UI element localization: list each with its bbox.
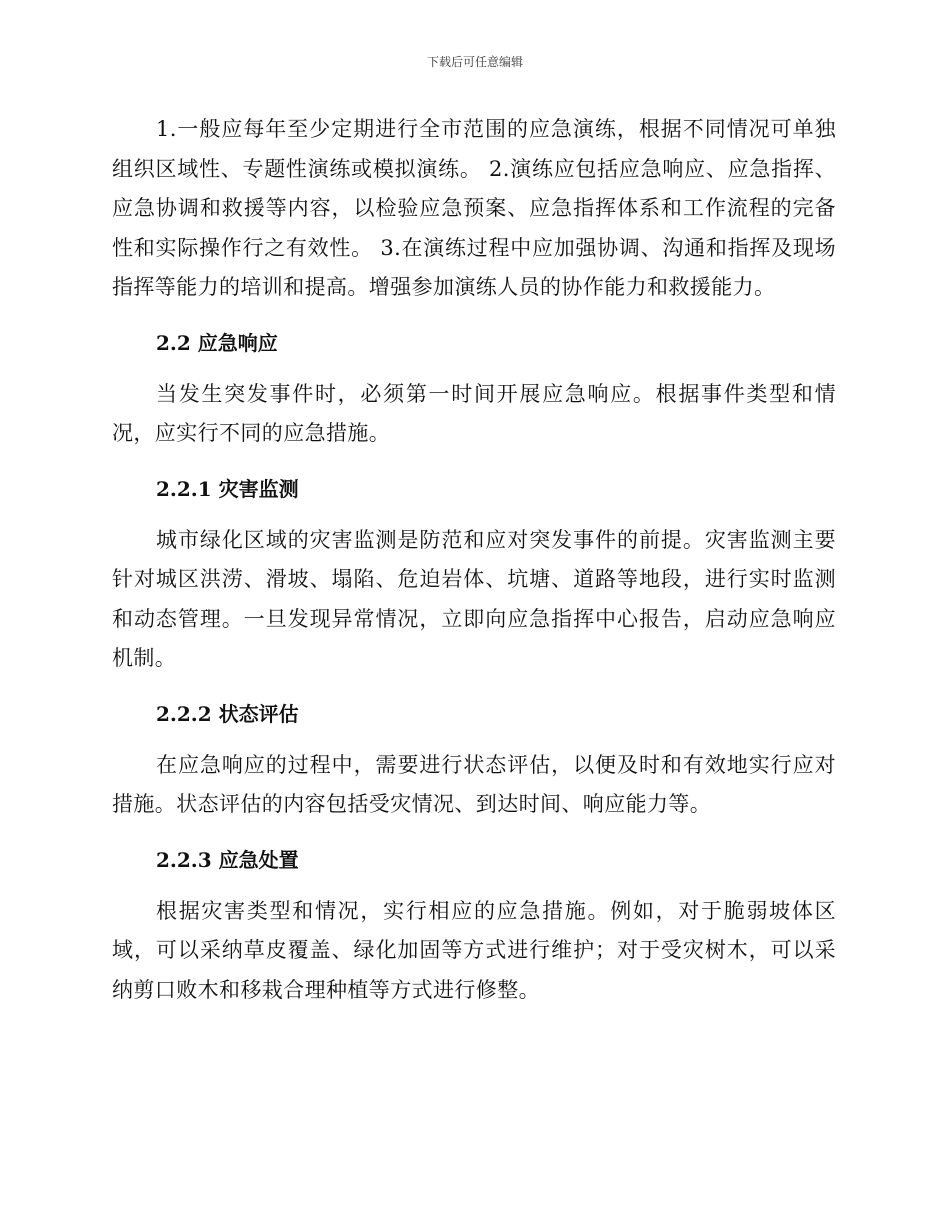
heading-emergency-disposal: 2.2.3 应急处置 — [156, 847, 299, 872]
document-body — [112, 110, 836, 1010]
paragraph-status-assessment: 在应急响应的过程中，需要进行状态评估，以便及时和有效地实行应对措施。状态评估的内容包括受灾情况、到达时间、响应能力等。 — [112, 752, 836, 816]
page-header: 下载后可任意编辑 — [426, 55, 523, 69]
spacer — [112, 679, 836, 695]
spacer — [112, 308, 836, 324]
paragraph-disaster-monitoring: 城市绿化区域的灾害监测是防范和应对突发事件的前提。灾害监测主要针对城区洪涝、滑坡、塌陷、危迫岩体、坑塘、道路等地段，进行实时监测和动态管理。一旦发现异常情况，立即向应急指挥中心报告，启动应急响应机制。 — [112, 527, 836, 670]
heading-disaster-monitoring: 2.2.1 灾害监测 — [156, 476, 299, 501]
paragraph-emergency-disposal: 根据灾害类型和情况，实行相应的应急措施。例如，对于脆弱坡体区域，可以采纳草皮覆盖、绿化加固等方式进行维护；对于受灾树木，可以采纳剪口败木和移栽合理种植等方式进行修整。 — [112, 898, 836, 1002]
spacer — [112, 880, 836, 892]
spacer — [112, 509, 836, 521]
heading-emergency-response: 2.2 应急响应 — [156, 330, 278, 355]
paragraph-emergency-response: 当发生突发事件时，必须第一时间开展应急响应。根据事件类型和情况，应实行不同的应急措施。 — [112, 381, 836, 445]
spacer — [112, 454, 836, 470]
heading-status-assessment: 2.2.2 状态评估 — [156, 701, 299, 726]
spacer — [112, 825, 836, 841]
paragraph-drill-requirements: 1.一般应每年至少定期进行全市范围的应急演练，根据不同情况可单独组织区域性、专题性演练或模拟演练。 2.演练应包括应急响应、应急指挥、应急协调和救援等内容，以检验应急预案、应急指挥体系和工作流程的完备性和实际操作行之有效性。 3.在演练过程中应加强协调、沟通和指挥及现场指挥等能力的培训和提高。增强参加演练人员的协作能力和救援能力。 — [112, 117, 836, 299]
spacer — [112, 734, 836, 746]
spacer — [112, 363, 836, 375]
